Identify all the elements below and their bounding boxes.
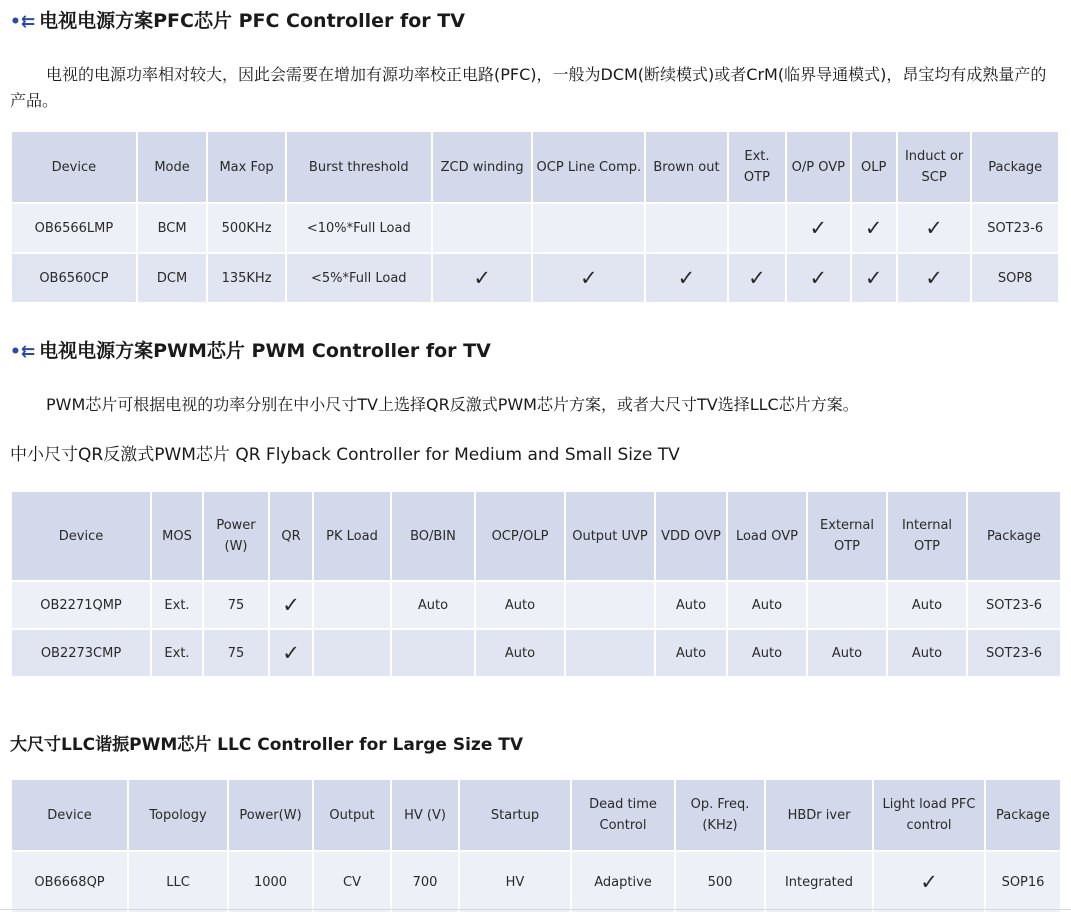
column-header: Package — [967, 491, 1061, 581]
column-header: Load OVP — [727, 491, 807, 581]
table-cell: 135KHz — [207, 253, 286, 303]
table-cell: Auto — [655, 629, 727, 677]
column-header: Power(W) — [228, 779, 313, 851]
table-cell: DCM — [137, 253, 207, 303]
table-cell: 700 — [391, 851, 459, 913]
column-header: BO/BIN — [391, 491, 475, 581]
table-cell — [565, 629, 655, 677]
pwm-heading: •⇇ 电视电源方案PWM芯片 PWM Controller for TV — [10, 340, 491, 362]
check-icon: ✓ — [728, 253, 786, 303]
table-row — [11, 851, 1061, 913]
table-cell: Ext. — [151, 581, 203, 629]
table-cell: <5%*Full Load — [286, 253, 432, 303]
table-row — [11, 253, 1059, 303]
check-icon: ✓ — [432, 253, 533, 303]
table-cell: 1000 — [228, 851, 313, 913]
check-icon: ✓ — [851, 203, 897, 253]
table-cell: Adaptive — [571, 851, 675, 913]
qr-subheading: 中小尺寸QR反激式PWM芯片 QR Flyback Controller for Medium and Small Size TV — [10, 445, 680, 465]
table-cell: 75 — [203, 581, 269, 629]
table-cell: SOT23-6 — [967, 581, 1061, 629]
table-cell: 500KHz — [207, 203, 286, 253]
column-header: HBDr iver — [765, 779, 873, 851]
column-header: External OTP — [807, 491, 887, 581]
arrow-icon: •⇇ — [10, 12, 36, 32]
pfc-paragraph: 电视的电源功率相对较大，因此会需要在增加有源功率校正电路(PFC)，一般为DCM(断续模式)或者CrM(临界导通模式)，昂宝均有成熟量产的产品。 — [10, 65, 1047, 110]
table-cell: 75 — [203, 629, 269, 677]
column-header: OLP — [851, 131, 897, 203]
table-cell: HV — [459, 851, 571, 913]
table-cell: SOP16 — [985, 851, 1061, 913]
column-header: Device — [11, 131, 137, 203]
table-cell: <10%*Full Load — [286, 203, 432, 253]
column-header: MOS — [151, 491, 203, 581]
column-header: Package — [985, 779, 1061, 851]
column-header: Package — [971, 131, 1059, 203]
column-header: Device — [11, 491, 151, 581]
table-cell: Auto — [475, 629, 565, 677]
check-icon: ✓ — [786, 253, 850, 303]
column-header: Induct or SCP — [897, 131, 971, 203]
check-icon: ✓ — [851, 253, 897, 303]
check-icon: ✓ — [532, 253, 645, 303]
column-header: OCP Line Comp. — [532, 131, 645, 203]
check-icon: ✓ — [873, 851, 985, 913]
table-cell: 500 — [675, 851, 765, 913]
table-cell: OB6668QP — [11, 851, 128, 913]
column-header: Ext. OTP — [728, 131, 786, 203]
qr-table — [10, 490, 1062, 678]
pfc-table — [10, 130, 1060, 304]
table-cell: OB6560CP — [11, 253, 137, 303]
table-cell: BCM — [137, 203, 207, 253]
table-cell: Auto — [807, 629, 887, 677]
column-header: PK Load — [313, 491, 391, 581]
check-icon: ✓ — [645, 253, 728, 303]
table-cell: Auto — [887, 581, 967, 629]
table-cell — [532, 203, 645, 253]
table-cell: SOT23-6 — [967, 629, 1061, 677]
column-header: Output — [313, 779, 391, 851]
column-header: Startup — [459, 779, 571, 851]
column-header: Output UVP — [565, 491, 655, 581]
table-cell: LLC — [128, 851, 228, 913]
column-header: Max Fop — [207, 131, 286, 203]
bottom-rule — [0, 909, 1071, 910]
table-cell: OB6566LMP — [11, 203, 137, 253]
check-icon: ✓ — [897, 253, 971, 303]
column-header: Op. Freq. (KHz) — [675, 779, 765, 851]
table-cell: Auto — [727, 629, 807, 677]
column-header: Mode — [137, 131, 207, 203]
table-cell — [728, 203, 786, 253]
column-header: VDD OVP — [655, 491, 727, 581]
check-icon: ✓ — [897, 203, 971, 253]
column-header: Topology — [128, 779, 228, 851]
table-cell — [565, 581, 655, 629]
column-header: Device — [11, 779, 128, 851]
table-cell: Auto — [655, 581, 727, 629]
column-header: QR — [269, 491, 313, 581]
column-header: Power (W) — [203, 491, 269, 581]
arrow-icon: •⇇ — [10, 342, 36, 362]
column-header: Light load PFC control — [873, 779, 985, 851]
column-header: Brown out — [645, 131, 728, 203]
table-cell — [391, 629, 475, 677]
column-header: Internal OTP — [887, 491, 967, 581]
table-cell: OB2273CMP — [11, 629, 151, 677]
table-cell: Auto — [475, 581, 565, 629]
column-header: OCP/OLP — [475, 491, 565, 581]
table-cell: Auto — [391, 581, 475, 629]
column-header: Dead time Control — [571, 779, 675, 851]
table-cell: OB2271QMP — [11, 581, 151, 629]
column-header: O/P OVP — [786, 131, 850, 203]
column-header: HV (V) — [391, 779, 459, 851]
check-icon: ✓ — [786, 203, 850, 253]
llc-subheading: 大尺寸LLC谐振PWM芯片 LLC Controller for Large Size TV — [10, 735, 524, 755]
table-cell: SOP8 — [971, 253, 1059, 303]
table-row — [11, 203, 1059, 253]
table-row — [11, 581, 1061, 629]
pfc-heading: •⇇ 电视电源方案PFC芯片 PFC Controller for TV — [10, 10, 465, 32]
table-row — [11, 629, 1061, 677]
table-cell — [313, 581, 391, 629]
table-cell — [432, 203, 533, 253]
table-cell — [807, 581, 887, 629]
column-header: Burst threshold — [286, 131, 432, 203]
table-cell: SOT23-6 — [971, 203, 1059, 253]
check-icon: ✓ — [269, 629, 313, 677]
column-header: ZCD winding — [432, 131, 533, 203]
table-cell: Auto — [887, 629, 967, 677]
table-cell — [313, 629, 391, 677]
table-cell — [645, 203, 728, 253]
check-icon: ✓ — [269, 581, 313, 629]
table-cell: Ext. — [151, 629, 203, 677]
pwm-paragraph: PWM芯片可根据电视的功率分别在中小尺寸TV上选择QR反激式PWM芯片方案，或者大尺寸TV选择LLC芯片方案。 — [46, 395, 859, 414]
table-cell: Auto — [727, 581, 807, 629]
table-cell: Integrated — [765, 851, 873, 913]
llc-table — [10, 778, 1062, 914]
table-cell: CV — [313, 851, 391, 913]
